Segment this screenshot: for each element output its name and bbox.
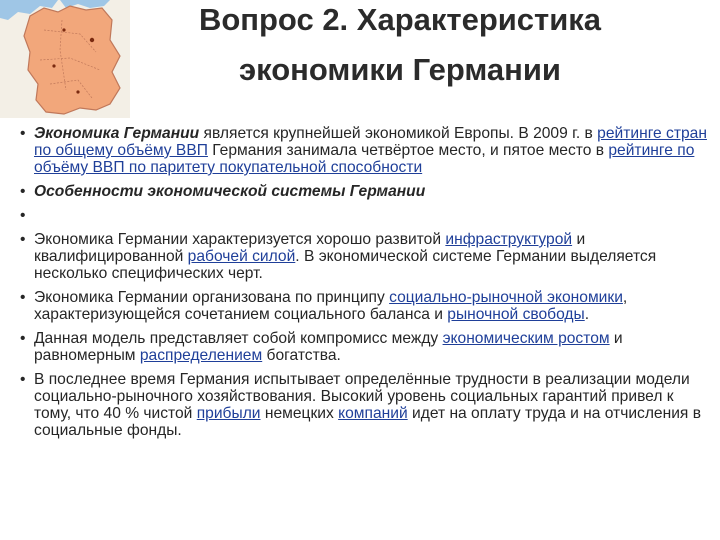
link-infrastructure[interactable]: инфраструктурой	[445, 231, 573, 248]
list-item-empty	[20, 207, 710, 224]
bullet-icon: •	[20, 231, 26, 248]
page-title-line-2: экономики Германии	[239, 52, 561, 87]
link-gdp-ranking[interactable]: рейтинге стран по общему объёму ВВП	[34, 125, 707, 159]
list-item: • Особенности экономической системы Германии	[20, 183, 426, 200]
germany-map-icon	[0, 0, 130, 118]
list-item: • Данная модель представляет собой компромисс между экономическим ростом и равномерным распределением богатства.	[20, 330, 623, 364]
link-market-freedom[interactable]: рыночной свободы	[447, 306, 585, 323]
link-labor-force[interactable]: рабочей силой	[187, 248, 296, 265]
bullet-icon: •	[20, 289, 26, 306]
link-social-market-economy[interactable]: социально-рыночной экономики	[389, 289, 623, 306]
bullet-icon: •	[20, 371, 26, 388]
link-profit[interactable]: прибыли	[196, 405, 261, 422]
link-distribution[interactable]: распределением	[139, 347, 263, 364]
bullet-icon: •	[20, 330, 26, 347]
bullet-icon: •	[20, 207, 26, 224]
list-item: • Экономика Германии является крупнейшей экономикой Европы. В 2009 г. в рейтинге стран по общему объёму ВВП Германия занимала четвёртое место, и пятое место в рейтинге по объёму ВВП по паритету покупательной способности	[20, 125, 707, 176]
bullet-list	[20, 125, 710, 446]
bullet-icon: •	[20, 125, 26, 142]
link-ppp-ranking[interactable]: рейтинге по объёму ВВП по паритету покупательной способности	[34, 142, 695, 176]
bullet-icon: •	[20, 183, 26, 200]
page-title-line-1: Вопрос 2. Характеристика	[198, 2, 602, 37]
list-item: • Экономика Германии характеризуется хорошо развитой инфраструктурой и квалифицированной рабочей силой. В экономической системе Германии выделяется несколько специфических черт.	[20, 231, 657, 282]
link-companies[interactable]: компаний	[338, 405, 408, 422]
list-item: • В последнее время Германия испытывает определённые трудности в реализации модели социально-рыночного хозяйствования. Высокий уровень социальных гарантий привел к тому, что 40 % чистой прибыли немецких компаний идет на оплату труда и на отчисления в социальные фонды.	[20, 371, 701, 439]
link-economic-growth[interactable]: экономическим ростом	[442, 330, 610, 347]
list-item: • Экономика Германии организована по принципу социально-рыночной экономики, характеризующейся сочетанием социального баланса и рыночной свободы.	[20, 289, 628, 323]
